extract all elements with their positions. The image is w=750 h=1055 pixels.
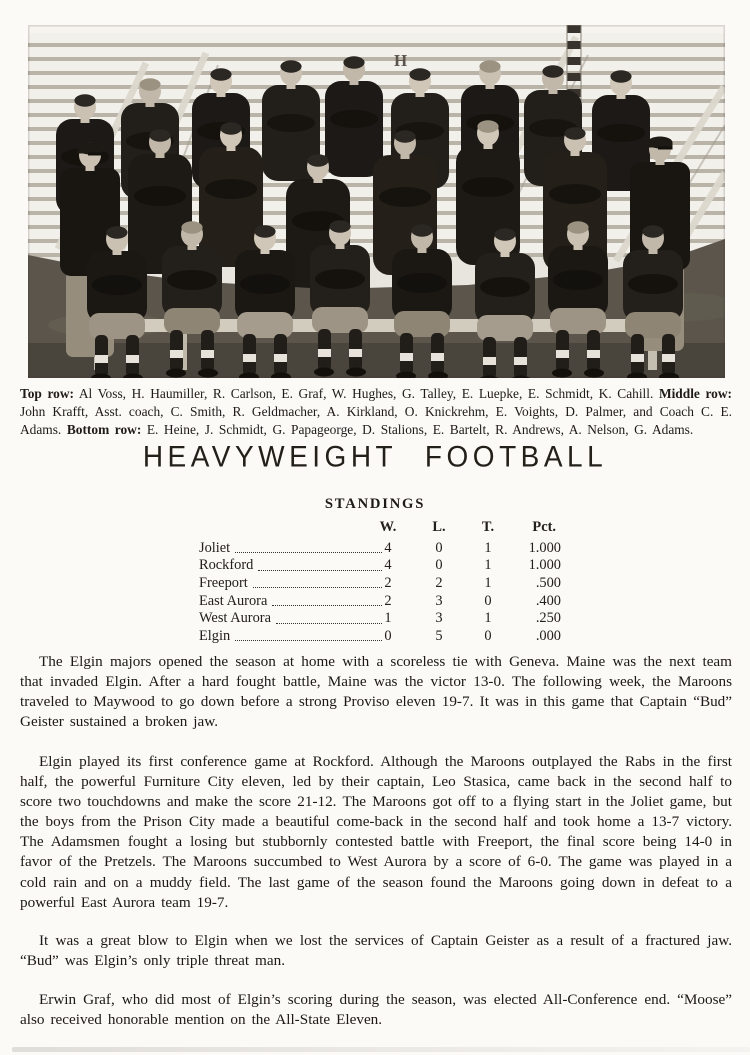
standings-row bbox=[199, 575, 565, 593]
pct-value: 1.000 bbox=[528, 557, 561, 574]
dotted-leader bbox=[276, 623, 382, 624]
col-header-ties: T. bbox=[481, 519, 495, 535]
body-paragraph-3: It was a great blow to Elgin when we lost the services of Captain Geister as a result of a fractured jaw. “Bud” was Elgin’s only triple threat man. bbox=[20, 932, 732, 970]
losses-value: 3 bbox=[435, 610, 443, 627]
team-photo bbox=[28, 25, 725, 378]
body-paragraph-4: Erwin Graf, who did most of Elgin’s scoring during the season, was elected All-Conference end. “Moose” also received honorable mention on the All-State Eleven. bbox=[20, 991, 732, 1029]
wins-value: 2 bbox=[384, 574, 392, 591]
ties-value: 1 bbox=[484, 557, 492, 574]
pct-value: .500 bbox=[535, 574, 561, 591]
standings-row bbox=[199, 593, 565, 611]
losses-value: 0 bbox=[435, 557, 443, 574]
caption-label-bottom-row: Bottom row: bbox=[66, 421, 142, 437]
ties-value: 0 bbox=[484, 627, 492, 644]
col-header-losses: L. bbox=[432, 519, 446, 535]
standings-header-row bbox=[199, 519, 565, 540]
ties-value: 0 bbox=[484, 592, 492, 609]
caption-text-middle-row: John Krafft, Asst. coach, C. Smith, R. Geldmacher, A. Kirkland, O. Knickrehm, E. Voights, D. Palmer, and Coach C. E. Adams. bbox=[20, 403, 732, 437]
scan-artifact bbox=[12, 1047, 750, 1052]
bleacher-mark: H bbox=[394, 51, 408, 70]
body-paragraph-1: The Elgin majors opened the season at home with a scoreless tie with Geneva. Maine was the next team that invaded Elgin. After a hard fought battle, Maine was the victor 13-0. The following week, the Maroons traveled to Maywood to go down before a strong Proviso eleven 19-7. It was in this game that Captain “Bud” Geister sustained a broken jaw. bbox=[20, 653, 732, 731]
team-name: Joliet bbox=[199, 539, 231, 556]
caption-text-top-row: Al Voss, H. Haumiller, R. Carlson, E. Graf, W. Hughes, G. Talley, E. Luepke, E. Schmidt, K. Cahill. bbox=[73, 386, 659, 401]
pct-value: 1.000 bbox=[528, 539, 561, 556]
wins-value: 2 bbox=[384, 592, 392, 609]
team-name: Freeport bbox=[199, 574, 248, 591]
standings-row bbox=[199, 628, 565, 646]
dotted-leader bbox=[253, 587, 382, 588]
wins-value: 4 bbox=[384, 557, 392, 574]
wins-value: 0 bbox=[384, 627, 392, 644]
col-header-wins: W. bbox=[379, 519, 397, 535]
dotted-leader bbox=[258, 570, 382, 571]
caption-label-top-row: Top row: bbox=[20, 386, 74, 401]
caption-label-middle-row: Middle row: bbox=[658, 386, 732, 401]
photo-caption bbox=[20, 385, 732, 439]
pct-value: .400 bbox=[535, 592, 561, 609]
standings-table bbox=[199, 519, 565, 646]
dotted-leader bbox=[235, 552, 382, 553]
wins-value: 1 bbox=[384, 610, 392, 627]
caption-segment-top bbox=[20, 386, 659, 401]
dotted-leader bbox=[235, 640, 382, 641]
team-name: East Aurora bbox=[199, 592, 268, 609]
team-name: West Aurora bbox=[199, 610, 271, 627]
pct-value: .000 bbox=[535, 627, 561, 644]
caption-text-bottom-row: E. Heine, J. Schmidt, G. Papageorge, D. Stalions, E. Bartelt, R. Andrews, A. Nelson, G. Adams. bbox=[141, 421, 694, 437]
ties-value: 1 bbox=[484, 610, 492, 627]
losses-value: 0 bbox=[435, 539, 443, 556]
col-header-pct: Pct. bbox=[532, 519, 556, 535]
page-title: HEAVYWEIGHT FOOTBALL bbox=[142, 440, 608, 473]
losses-value: 3 bbox=[435, 592, 443, 609]
ties-value: 1 bbox=[484, 539, 492, 556]
standings-row bbox=[199, 557, 565, 575]
caption-segment-bottom bbox=[67, 422, 693, 437]
losses-value: 5 bbox=[435, 627, 443, 644]
pct-value: .250 bbox=[535, 610, 561, 627]
body-paragraph-2: Elgin played its first conference game at Rockford. Although the Maroons outplayed the Rabs in the first half, the powerful Furniture City eleven, led by their captain, Leo Stasica, came back in the second half to score two touchdowns and make the score 21-12. The Maroons got off to a flying start in the Joliet game, but the boys from the Prison City made a beautiful come-back in the second half and took home a 13-7 victory. The Adamsmen fought a losing but stubbornly contested battle with Freeport, the final score being 14-0 in favor of the Pretzels. The Maroons succumbed to West Aurora by a score of 6-0. The game was played in a cold rain and on a muddy field. The last game of the season found the Maroons going down in defeat to a powerful East Aurora team 19-7. bbox=[20, 753, 732, 911]
wins-value: 4 bbox=[384, 539, 392, 556]
standings-heading: STANDINGS bbox=[324, 496, 426, 512]
losses-value: 2 bbox=[435, 574, 443, 591]
team-photo-illustration bbox=[28, 25, 725, 378]
dotted-leader bbox=[272, 605, 382, 606]
team-name: Rockford bbox=[199, 557, 254, 574]
team-name: Elgin bbox=[199, 627, 231, 644]
ties-value: 1 bbox=[484, 574, 492, 591]
standings-row bbox=[199, 610, 565, 628]
standings-row bbox=[199, 540, 565, 558]
